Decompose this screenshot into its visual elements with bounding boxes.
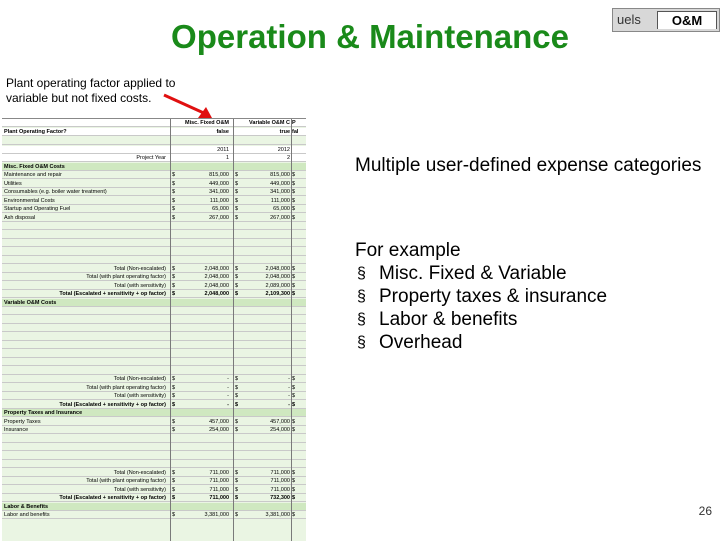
currency-symbol: $ (235, 214, 239, 221)
cell-value: 65,000 (273, 206, 290, 212)
table-row (2, 426, 306, 434)
tab-om[interactable]: O&M (657, 11, 717, 29)
example-intro: For example (355, 240, 461, 261)
cell-value: 1 (225, 155, 229, 161)
currency-symbol: $ (235, 401, 239, 408)
currency-symbol: $ (235, 180, 239, 187)
row-label: Labor and benefits (4, 512, 50, 518)
section-header-row (2, 409, 306, 417)
cell-value: 732,300 (270, 495, 290, 501)
sheet-header-row (2, 119, 306, 127)
bullet-item (355, 262, 715, 285)
currency-symbol: $ (292, 206, 296, 212)
table-row (2, 282, 306, 290)
currency-symbol: $ (292, 512, 296, 518)
header-cell: P (292, 120, 296, 126)
currency-symbol: $ (172, 189, 176, 195)
header-cell: Variable O&M C (249, 120, 290, 126)
currency-symbol: $ (172, 418, 176, 425)
header-cell: false (216, 129, 229, 135)
bullet-list (355, 262, 715, 354)
currency-symbol: $ (292, 214, 296, 221)
currency-symbol: $ (292, 291, 296, 297)
row-label: Utilities (4, 180, 22, 187)
cell-value: - (227, 401, 229, 408)
currency-symbol: $ (172, 478, 176, 484)
table-row (2, 205, 306, 213)
sheet-tab-bar (612, 8, 720, 32)
cell-value: 2012 (277, 146, 290, 153)
bullet-item (355, 308, 715, 331)
table-row (2, 367, 306, 375)
table-row (2, 350, 306, 358)
currency-symbol: $ (292, 384, 296, 391)
currency-symbol: $ (235, 486, 239, 493)
table-row (2, 418, 306, 426)
currency-symbol: $ (172, 427, 176, 433)
row-label: Total (Escalated + sensitivity + op factor) (59, 291, 166, 297)
column-divider (291, 119, 292, 541)
row-label: Startup and Operating Fuel (4, 206, 71, 212)
row-label: Total (with plant operating factor) (86, 384, 166, 391)
table-row (2, 239, 306, 247)
table-row (2, 392, 306, 400)
currency-symbol: $ (172, 197, 176, 204)
section-header-row (2, 163, 306, 171)
currency-symbol: $ (235, 478, 239, 484)
row-label: Total (Escalated + sensitivity + op factor) (59, 401, 166, 408)
currency-symbol: $ (172, 291, 176, 297)
currency-symbol: $ (292, 265, 296, 272)
table-row (2, 435, 306, 443)
cell-value: 3,381,000 (265, 512, 290, 518)
cell-value: 111,000 (270, 197, 290, 204)
bullet-marker-icon: § (357, 334, 366, 351)
table-row (2, 486, 306, 494)
header-cell: Misc. Fixed O&M (184, 120, 229, 126)
cell-value: 711,000 (209, 495, 229, 501)
tab-fuels[interactable]: uels (617, 12, 641, 27)
row-label: Total (with sensitivity) (114, 282, 166, 289)
currency-symbol: $ (292, 427, 296, 433)
cell-value: 711,000 (209, 486, 229, 493)
table-row (2, 333, 306, 341)
table-row (2, 248, 306, 256)
cell-value: 111,000 (209, 197, 229, 204)
bullet-item (355, 331, 715, 354)
row-label: Total (with sensitivity) (114, 486, 166, 493)
page-number: 26 (698, 504, 712, 518)
row-label: Total (Escalated + sensitivity + op factor) (59, 495, 166, 501)
currency-symbol: $ (172, 486, 176, 493)
currency-symbol: $ (292, 495, 296, 501)
table-row (2, 358, 306, 366)
table-row (2, 256, 306, 264)
cell-value: 254,000 (270, 427, 290, 433)
currency-symbol: $ (172, 282, 176, 289)
currency-symbol: $ (292, 197, 296, 204)
bullet-text: Misc. Fixed & Variable (379, 263, 567, 284)
currency-symbol: $ (235, 427, 239, 433)
table-row (2, 494, 306, 502)
cell-value: - (288, 376, 290, 382)
bullet-text: Overhead (379, 332, 463, 353)
cell-value: 457,000 (270, 418, 290, 425)
cell-value: 2,048,000 (265, 265, 290, 272)
currency-symbol: $ (172, 495, 176, 501)
cell-value: 65,000 (212, 206, 229, 212)
currency-symbol: $ (292, 469, 296, 476)
currency-symbol: $ (172, 376, 176, 382)
currency-symbol: $ (172, 469, 176, 476)
cell-value: 457,000 (209, 418, 229, 425)
table-row (2, 375, 306, 383)
currency-symbol: $ (172, 274, 176, 280)
currency-symbol: $ (235, 393, 239, 399)
cell-value: - (288, 393, 290, 399)
cell-value: 815,000 (209, 172, 229, 178)
cell-value: 449,000 (209, 180, 229, 187)
currency-symbol: $ (292, 189, 296, 195)
table-row (2, 180, 306, 188)
table-row (2, 197, 306, 205)
row-label: Labor & Benefits (4, 503, 49, 510)
row-label: Ash disposal (4, 214, 36, 221)
row-label: Total (Non-escalated) (113, 265, 166, 272)
cell-value: 3,381,000 (204, 512, 229, 518)
cell-value: 2,048,000 (265, 274, 290, 280)
currency-symbol: $ (235, 274, 239, 280)
cell-value: 2011 (217, 146, 229, 153)
currency-symbol: $ (235, 265, 239, 272)
currency-symbol: $ (235, 376, 239, 382)
currency-symbol: $ (292, 376, 296, 382)
table-row (2, 265, 306, 273)
table-row (2, 443, 306, 451)
spreadsheet-excerpt (2, 118, 306, 541)
header-cell: fal (292, 129, 299, 135)
row-label: Environmental Costs (4, 197, 55, 204)
row-label: Property Taxes (4, 418, 41, 425)
currency-symbol: $ (172, 180, 176, 187)
cell-value: 711,000 (270, 486, 290, 493)
column-divider (233, 119, 234, 541)
bullet-marker-icon: § (357, 288, 366, 305)
row-label: Total (Non-escalated) (113, 469, 166, 476)
currency-symbol: $ (235, 189, 239, 195)
cell-value: 2,109,300 (265, 291, 290, 297)
row-label: Total (with plant operating factor) (86, 478, 166, 484)
cell-value: - (288, 401, 290, 408)
currency-symbol: $ (235, 206, 239, 212)
row-label: Total (with plant operating factor) (86, 274, 166, 280)
currency-symbol: $ (292, 478, 296, 484)
table-row (2, 316, 306, 324)
table-row (2, 273, 306, 281)
bullet-marker-icon: § (357, 265, 366, 282)
header-label: Plant Operating Factor? (4, 129, 67, 135)
table-row (2, 341, 306, 349)
table-row (2, 222, 306, 230)
currency-symbol: $ (292, 180, 296, 187)
row-label: Property Taxes and Insurance (4, 410, 83, 416)
cell-value: 711,000 (209, 478, 229, 484)
section-header-row (2, 299, 306, 307)
currency-symbol: $ (292, 393, 296, 399)
cell-value: 341,000 (270, 189, 290, 195)
currency-symbol: $ (235, 291, 239, 297)
cell-value: 2,089,000 (265, 282, 290, 289)
currency-symbol: $ (235, 172, 239, 178)
currency-symbol: $ (292, 282, 296, 289)
cell-value: 2,048,000 (204, 265, 229, 272)
annotation-note: Plant operating factor applied to variable but not fixed costs. (6, 76, 176, 105)
cell-value: 254,000 (209, 427, 229, 433)
table-row (2, 384, 306, 392)
cell-value: - (227, 376, 229, 382)
currency-symbol: $ (172, 214, 176, 221)
table-row (2, 324, 306, 332)
currency-symbol: $ (292, 486, 296, 493)
currency-symbol: $ (172, 401, 176, 408)
row-label: Maintenance and repair (4, 172, 62, 178)
table-row (2, 188, 306, 196)
currency-symbol: $ (172, 265, 176, 272)
currency-symbol: $ (235, 418, 239, 425)
heading-text: Multiple user-defined expense categories (355, 155, 702, 176)
currency-symbol: $ (172, 172, 176, 178)
table-row (2, 214, 306, 222)
header-cell: true (279, 129, 290, 135)
cell-value: - (288, 384, 290, 391)
table-row (2, 477, 306, 485)
currency-symbol: $ (172, 512, 176, 518)
section-header-row (2, 503, 306, 511)
example-block (355, 239, 715, 354)
column-divider (170, 119, 171, 541)
bullet-marker-icon: § (357, 311, 366, 328)
bullet-item (355, 285, 715, 308)
table-row (2, 290, 306, 298)
bullet-text: Labor & benefits (379, 309, 518, 330)
cell-value: 267,000 (209, 214, 229, 221)
currency-symbol: $ (235, 197, 239, 204)
cell-value: 2,048,000 (204, 274, 229, 280)
currency-symbol: $ (235, 495, 239, 501)
bullet-text: Property taxes & insurance (379, 286, 608, 307)
table-row (2, 307, 306, 315)
table-row (2, 401, 306, 409)
table-row (2, 146, 306, 154)
currency-symbol: $ (235, 469, 239, 476)
cell-value: - (227, 393, 229, 399)
row-label: Misc. Fixed O&M Costs (4, 163, 65, 170)
row-label: Consumables (e.g. boiler water treatment) (4, 189, 107, 195)
cell-value: 2,048,000 (204, 282, 229, 289)
table-row (2, 137, 306, 145)
table-row (2, 460, 306, 468)
cell-value: 2 (286, 155, 290, 161)
row-label: Variable O&M Costs (4, 299, 57, 306)
cell-value: - (227, 384, 229, 391)
row-label: Total (Non-escalated) (113, 376, 166, 382)
table-row (2, 469, 306, 477)
cell-value: 711,000 (209, 469, 229, 476)
row-label: Project Year (136, 155, 166, 161)
currency-symbol: $ (292, 401, 296, 408)
currency-symbol: $ (172, 393, 176, 399)
currency-symbol: $ (292, 418, 296, 425)
cell-value: 341,000 (209, 189, 229, 195)
table-row (2, 171, 306, 179)
row-label: Total (with sensitivity) (114, 393, 166, 399)
cell-value: 449,000 (270, 180, 290, 187)
table-row (2, 511, 306, 519)
slide-title: Operation & Maintenance (171, 18, 569, 55)
currency-symbol: $ (292, 172, 296, 178)
cell-value: 815,000 (270, 172, 290, 178)
currency-symbol: $ (235, 282, 239, 289)
sheet-header-row (2, 128, 306, 136)
table-row (2, 231, 306, 239)
cell-value: 711,000 (270, 478, 290, 484)
currency-symbol: $ (292, 274, 296, 280)
cell-value: 267,000 (270, 214, 290, 221)
currency-symbol: $ (172, 384, 176, 391)
currency-symbol: $ (172, 206, 176, 212)
table-row (2, 154, 306, 162)
cell-value: 711,000 (270, 469, 290, 476)
table-row (2, 452, 306, 460)
currency-symbol: $ (235, 512, 239, 518)
row-label: Insurance (4, 427, 29, 433)
currency-symbol: $ (235, 384, 239, 391)
cell-value: 2,048,000 (204, 291, 229, 297)
